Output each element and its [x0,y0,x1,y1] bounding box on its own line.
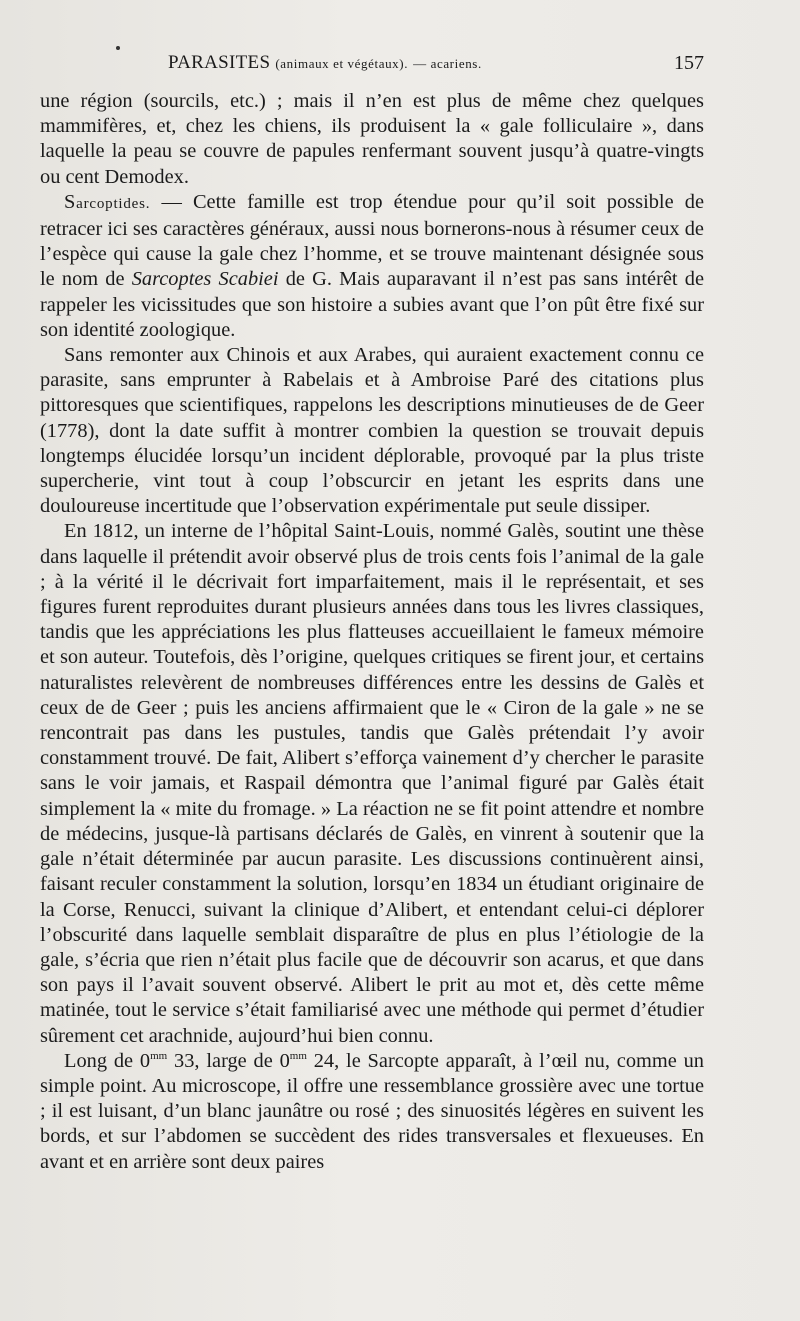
header-title-paren: (animaux et végétaux). [275,56,409,71]
paragraph-4: En 1812, un interne de l’hôpital Saint-Louis, nommé Galès, soutint une thèse dans laquelle il prétendit avoir observé plus de trois cents fois l’animal de la gale ; à la vérité il le décrivait fort imparfaitement, mais il le représentait, et ses figures furent reproduites durant plusieurs années dans tous les livres classiques, tandis que les appréciations les plus flatteuses accueillaient le fameux mémoire et son auteur. Toutefois, dès l’origine, quelques critiques se firent jour, et certains naturalistes relevèrent de nombreuses différences entre les dessins de Galès et ceux de de Geer ; puis les anciens affirmaient que le « Ciron de la gale » ne se rencontrait pas dans les pustules, tandis que Galès prétendait l’y avoir constamment trouvé. De fait, Alibert s’efforça vainement d’y chercher le parasite sans le voir jamais, et Raspail démontra que l’animal figuré par Galès était simplement la « mite du fromage. » La réaction ne se fit point attendre et nombre de médecins, jusque-là partisans déclarés de Galès, en vinrent à soutenir que la gale n’était déterminée par aucun parasite. Les discussions continuèrent ainsi, faisant reculer constamment la solution, lorsqu’en 1834 un étudiant originaire de la Corse, Renucci, suivant la clinique d’Alibert, et entendant celui-ci déplorer l’obscurité dans laquelle semblait disparaître de plus en plus l’étiologie de la gale, s’écria que rien n’était plus facile que de découvrir son acarus, et que dans son pays il l’avait souvent observé. Alibert le prit au mot et, dès cette même matinée, tout le service s’était familiarisé avec une méthode qui permet d’étudier sûrement cet arachnide, aujourd’hui bien connu. [40,520,704,1047]
ink-speck [116,46,120,50]
running-header [168,52,704,78]
header-title [168,52,482,74]
header-title-main: PARASITES [168,52,271,73]
paragraph-3: Sans remonter aux Chinois et aux Arabes, qui auraient exactement connu ce parasite, sans emprunter à Rabelais et à Ambroise Paré des citations plus pittoresques que scientifiques, rappelons les descriptions minutieuses de de Geer (1778), dont la date suffit à montrer combien la question se trouvait depuis longtemps élucidée lorsqu’un incident déplorable, provoqué par la plus triste supercherie, vint tout à coup l’obscurcir en jetant les esprits dans une douloureuse incertitude que l’observation expérimentale put seule dissiper. [40,344,704,518]
page-number: 157 [674,52,704,74]
paragraph-1: une région (sourcils, etc.) ; mais il n’en est plus de même chez quelques mammifères, et, chez les chiens, ils produisent la « gale folliculaire », dans laquelle la peau se couvre de papules renfermant souvent jusqu’à quatre-vingts ou cent Demodex. [40,90,704,188]
species-name: Sarcoptes Scabiei [131,268,279,291]
page-body [40,89,704,1175]
paragraph-2: Sarcoptides. — Cette famille est trop étendue pour qu’il soit possible de retracer ici ses caractères généraux, aussi nous bornerons-nous à résumer ceux de l’espèce qui cause la gale chez l’homme, et se trouve maintenant désignée sous le nom de Sarcoptes Scabiei de G. Mais auparavant il n’est pas sans intérêt de rappeler les vicissitudes que son histoire a subies avant que l’on pût être fixé sur son identité zoologique. [40,190,704,341]
header-title-section: — acariens. [413,56,482,71]
paragraph-5: Long de $0^{mm}$ 33, large de $0^{mm}$ 24, le Sarcopte apparaît, à l’œil nu, comme un simple point. Au microscope, il offre une ressemblance grossière avec une tortue ; il est luisant, d’un blanc jaunâtre ou rosé ; des sinuosités légères en suivent les bords, et sur l’abdomen se succèdent des rides transversales et flexueuses. En avant et en arrière sont deux paires [40,1049,704,1173]
section-heading-sarcoptides: Sarcoptides. [64,190,151,213]
